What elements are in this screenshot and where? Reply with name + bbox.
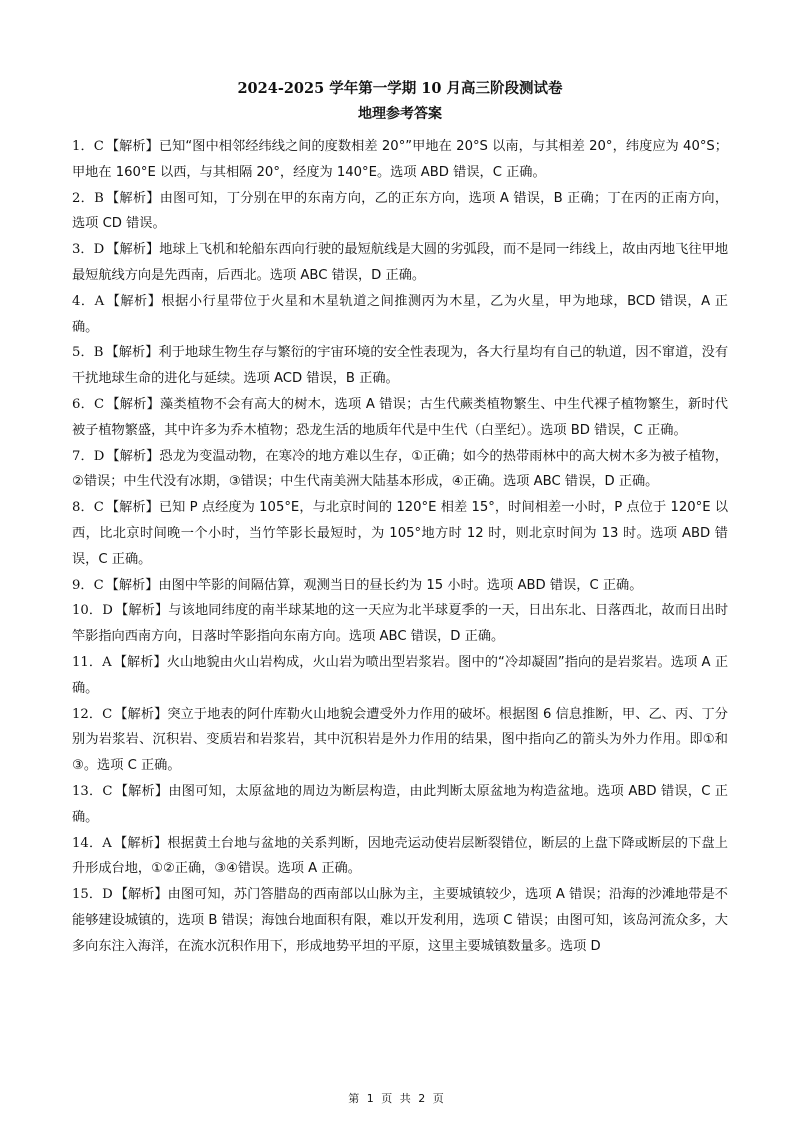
item-explanation: 【解析】恐龙为变温动物，在寒冷的地方难以生存，①正确；如今的热带雨林中的高大树木多为被子植物，②错误；中生代没有冰期，③错误；中生代南美洲大陆基本形成，④正确。选项 ABC 错误，D 正确。 <box>72 448 728 490</box>
item-answer: D <box>93 448 105 464</box>
item-number: 15． <box>72 887 103 903</box>
answer-item-6 <box>72 392 728 444</box>
item-answer: C <box>93 577 104 593</box>
item-number: 10． <box>72 603 103 619</box>
item-answer: B <box>94 190 104 206</box>
item-answer: B <box>93 345 104 361</box>
answer-item-3 <box>72 237 728 289</box>
item-answer: C <box>102 783 113 799</box>
item-explanation: 【解析】地球上飞机和轮船东西向行驶的最短航线是大圆的劣弧段，而不是同一纬线上，故由丙地飞往甲地最短航线方向是先西南，后西北。选项 ABC 错误，D 正确。 <box>72 242 729 283</box>
item-answer: D <box>93 242 105 258</box>
item-explanation: 【解析】由图中竿影的间隔估算，观测当日的昼长约为 15 小时。选项 ABD 错误，C 正确。 <box>105 577 643 593</box>
item-number: 13． <box>72 783 103 799</box>
item-explanation: 【解析】利于地球生物生存与繁衍的宇宙环境的安全性表现为，各大行星均有自己的轨道，因不窜道，没有干扰地球生命的进化与延续。选项 ACD 错误，B 正确。 <box>72 345 729 387</box>
item-answer: D <box>102 603 113 619</box>
item-number: 3． <box>72 242 94 258</box>
answer-item-10 <box>72 598 728 650</box>
answer-item-9 <box>72 573 728 599</box>
item-number: 1． <box>72 139 94 154</box>
item-explanation: 【解析】突立于地表的阿什库勒火山地貌会遭受外力作用的破坏。根据图 6 信息推断，甲、乙、丙、丁分别为岩浆岩、沉积岩、变质岩和岩浆岩，其中沉积岩是外力作用的结果，图中指向乙的箭头为外力作用。即①和③。选项 C 正确。 <box>72 706 728 774</box>
item-number: 14． <box>72 835 103 851</box>
item-explanation: 【解析】藻类植物不会有高大的树木，选项 A 错误；古生代蕨类植物繁生、中生代裸子植物繁生，新时代被子植物繁盛，其中许多为乔木植物；恐龙生活的地质年代是中生代（白垩纪）。选项 BD 错误，C 正确。 <box>72 396 728 438</box>
item-answer: A <box>102 654 112 670</box>
item-explanation: 【解析】已知“图中相邻经纬线之间的度数相差 20°”甲地在 20°S 以南，与其相差 20°，纬度应为 40°S；甲地在 160°E 以西，与其相隔 20°，经度为 140°E。选项 ABD 错误，C 正确。 <box>72 139 728 180</box>
item-number: 11． <box>72 654 103 670</box>
answer-item-14 <box>72 831 728 883</box>
item-number: 2． <box>72 190 95 206</box>
item-number: 8． <box>72 500 94 516</box>
item-explanation: 【解析】火山地貌由火山岩构成，火山岩为喷出型岩浆岩。图中的“冷却凝固”指向的是岩浆岩。选项 A 正确。 <box>72 654 729 696</box>
page-number: 第 1 页 共 2 页 <box>348 1092 446 1105</box>
item-explanation: 【解析】由图可知，丁分别在甲的东南方向，乙的正东方向，选项 A 错误，B 正确；丁在丙的正南方向，选项 CD 错误。 <box>72 190 729 232</box>
answer-list <box>72 134 728 960</box>
answer-item-7 <box>72 444 728 496</box>
item-answer: A <box>102 835 112 851</box>
item-explanation: 【解析】由图可知，太原盆地的周边为断层构造，由此判断太原盆地为构造盆地。选项 ABD 错误，C 正确。 <box>72 783 728 825</box>
answer-item-1 <box>72 134 728 186</box>
answer-item-5 <box>72 340 728 392</box>
answer-item-12 <box>72 702 728 779</box>
item-number: 12． <box>72 706 103 722</box>
item-answer: C <box>94 396 105 412</box>
item-number: 9． <box>72 577 94 593</box>
answer-item-4 <box>72 289 728 341</box>
answer-item-15 <box>72 882 728 959</box>
item-explanation: 【解析】与该地同纬度的南半球某地的这一天应为北半球夏季的一天，日出东北、日落西北，故而日出时竿影指向西南方向，日落时竿影指向东南方向。选项 ABC 错误，D 正确。 <box>72 603 729 645</box>
item-answer: C <box>93 139 104 154</box>
answer-item-2 <box>72 186 728 238</box>
answer-item-8 <box>72 495 728 572</box>
item-answer: C <box>93 500 104 516</box>
item-explanation: 【解析】已知 P 点经度为 105°E，与北京时间的 120°E 相差 15°，时间相差一小时，P 点位于 120°E 以西，比北京时间晚一个小时，当竹竿影长最短时，为 105°地方时 12 时，则北京时间为 13 时。选项 ABD 错误，C 正确。 <box>72 500 729 567</box>
item-number: 6． <box>72 396 95 412</box>
item-number: 7． <box>72 448 94 464</box>
exam-title: 2024-2025 学年第一学期 10 月高三阶段测试卷 <box>237 80 563 97</box>
item-answer: D <box>102 887 113 903</box>
item-number: 5． <box>72 345 94 361</box>
item-explanation: 【解析】根据黄土台地与盆地的关系判断，因地壳运动使岩层断裂错位，断层的上盘下降或断层的下盘上升形成台地，①②正确，③④错误。选项 A 正确。 <box>72 835 728 877</box>
item-number: 4． <box>72 293 95 309</box>
item-answer: C <box>102 706 113 722</box>
answer-key-subtitle: 地理参考答案 <box>358 106 442 122</box>
item-answer: A <box>94 293 105 309</box>
item-explanation: 【解析】根据小行星带位于火星和木星轨道之间推测丙为木星，乙为火星，甲为地球，BCD 错误，A 正确。 <box>72 293 728 335</box>
answer-item-13 <box>72 779 728 831</box>
item-explanation: 【解析】由图可知，苏门答腊岛的西南部以山脉为主，主要城镇较少，选项 A 错误；沿海的沙滩地带是不能够建设城镇的，选项 B 错误；海蚀台地面积有限，难以开发利用，选项 C 错误；由图可知，该岛河流众多，大多向东注入海洋，在流水沉积作用下，形成地势平坦的平原，这里主要城镇数量多。选项 D <box>72 887 728 954</box>
answer-item-11 <box>72 650 728 702</box>
